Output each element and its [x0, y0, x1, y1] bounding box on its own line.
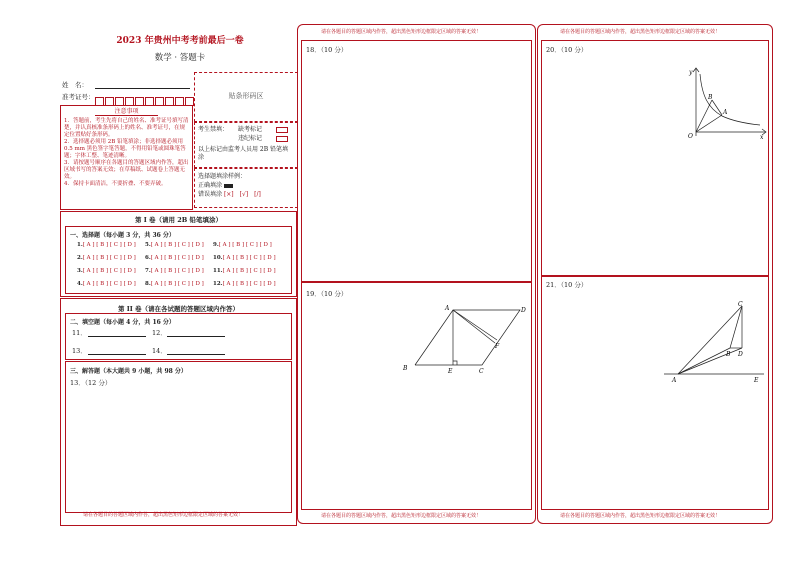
- fig21-C: C: [738, 301, 743, 308]
- exam-marks-box: [194, 122, 298, 168]
- notice-box: [60, 105, 193, 210]
- id-label: 准考证号：: [62, 93, 95, 101]
- warning-col3-top: 请在各题目的答题区域内作答，超出黑色矩形边框限定区域的答案无效！: [560, 29, 721, 35]
- q20-label: 20．（10 分）: [546, 46, 588, 54]
- choice-number: 9.: [213, 242, 219, 248]
- choice-number: 1.: [77, 242, 83, 248]
- choice-q2[interactable]: [77, 255, 136, 261]
- choice-options[interactable]: [ A ] [ B ] [ C ] [ D ]: [150, 255, 204, 261]
- choice-q5[interactable]: [145, 242, 204, 248]
- choice-number: 2.: [77, 255, 83, 261]
- choice-q7[interactable]: [145, 268, 204, 274]
- choice-number: 6.: [145, 255, 151, 261]
- choice-number: 10.: [213, 255, 223, 261]
- violation-box[interactable]: [276, 136, 288, 142]
- q21-label: 21．（10 分）: [546, 281, 588, 289]
- choice-number: 7.: [145, 268, 151, 274]
- part1-section: 一、选择题（每小题 3 分，共 36 分）: [70, 232, 175, 239]
- choice-options[interactable]: [ A ] [ B ] [ C ] [ D ]: [82, 255, 136, 261]
- absent-label: 缺考标记: [238, 126, 263, 133]
- exam-marks-label: 考生禁填：: [198, 126, 229, 133]
- solve-section-box: [65, 361, 292, 513]
- figure-20: [680, 66, 770, 141]
- absent-box[interactable]: [276, 127, 288, 133]
- fill-example-box: [194, 168, 298, 208]
- warning-col2-top: 请在各题目的答题区域内作答，超出黑色矩形边框限定区域的答案无效！: [321, 29, 482, 35]
- fill-line-13[interactable]: [88, 354, 146, 355]
- choice-q4[interactable]: [77, 281, 136, 287]
- q19-label: 19．（10 分）: [306, 290, 348, 298]
- fill-item-14: 14．: [152, 347, 167, 355]
- notice-item-3: 3．请按题号顺序在各题目的答题区域内作答，超出区域书写的答案无效；在草稿纸、试题卷上答题无效。: [64, 160, 189, 180]
- fig19-E: E: [448, 368, 453, 375]
- fill-item-12: 12．: [152, 329, 167, 337]
- fill-section-box: [65, 313, 292, 360]
- choice-number: 4.: [77, 281, 83, 287]
- fig20-B: B: [708, 94, 713, 101]
- choice-options[interactable]: [ A ] [ B ] [ C ] [ D ]: [218, 242, 272, 248]
- q13-label: 13．（12 分）: [70, 379, 112, 387]
- notice-item-4: 4．保持卡面清洁，不要折叠、不要弄破。: [64, 181, 167, 187]
- choice-options[interactable]: [ A ] [ B ] [ C ] [ D ]: [222, 255, 276, 261]
- fig20-x: x: [760, 134, 764, 141]
- exam-marks-note: 以上标记由监考人员用 2B 铅笔填涂: [198, 146, 289, 161]
- fill-item-13: 13．: [72, 347, 87, 355]
- choice-options[interactable]: [ A ] [ B ] [ C ] [ D ]: [150, 268, 204, 274]
- notice-title: 注意事项: [95, 106, 158, 116]
- exam-title: 2023 年贵州中考考前最后一卷: [116, 36, 244, 46]
- correct-fill-mark: [224, 184, 233, 188]
- fig20-O: O: [688, 133, 693, 140]
- solve-section-title: 三、解答题（本大题共 9 小题，共 98 分）: [70, 368, 187, 375]
- choice-options[interactable]: [ A ] [ B ] [ C ] [ D ]: [222, 281, 276, 287]
- fill-example-title: 选择题填涂样例：: [198, 173, 247, 180]
- fig21-E: E: [754, 377, 759, 384]
- choice-options[interactable]: [ A ] [ B ] [ C ] [ D ]: [150, 281, 204, 287]
- fig19-C: C: [479, 368, 484, 375]
- card-subtitle: 数学 · 答题卡: [154, 53, 206, 63]
- choice-options[interactable]: [ A ] [ B ] [ C ] [ D ]: [82, 242, 136, 248]
- figure-21: [660, 296, 770, 386]
- fig20-A: A: [723, 109, 728, 116]
- fig19-F: F: [495, 343, 500, 350]
- choice-q3[interactable]: [77, 268, 136, 274]
- choice-options[interactable]: [ A ] [ B ] [ C ] [ D ]: [222, 268, 276, 274]
- violation-label: 违纪标记: [238, 135, 263, 142]
- notice-item-2: 2．选择题必须用 2B 铅笔填涂；非选择题必须用 0.5 mm 黑色签字笔答题，不得用铅笔或圆珠笔答题；字体工整、笔迹清晰。: [64, 139, 186, 159]
- name-label: 姓 名：: [62, 81, 88, 89]
- fill-line-11[interactable]: [88, 336, 146, 337]
- fill-section-title: 二、填空题（每小题 4 分，共 16 分）: [70, 319, 175, 326]
- wrong-fill-label: 错误填涂: [198, 191, 223, 198]
- fig21-B: B: [726, 351, 731, 358]
- barcode-area: [194, 72, 298, 122]
- choice-number: 8.: [145, 281, 151, 287]
- choice-q6[interactable]: [145, 255, 204, 261]
- part1-title: 第 I 卷（请用 2B 铅笔填涂）: [134, 216, 223, 224]
- choice-q10[interactable]: [213, 255, 276, 261]
- warning-col2-bottom: 请在各题目的答题区域内作答，超出黑色矩形边框限定区域的答案无效！: [321, 513, 482, 519]
- choice-q1[interactable]: [77, 242, 136, 248]
- choice-q12[interactable]: [213, 281, 276, 287]
- choice-number: 3.: [77, 268, 83, 274]
- fig21-A: A: [672, 377, 677, 384]
- choice-q9[interactable]: [213, 242, 272, 248]
- fig19-B: B: [403, 365, 408, 372]
- figure-19: [395, 300, 535, 380]
- part2-title: 第 II 卷（请在各试题的答题区域内作答）: [117, 305, 240, 313]
- choice-options[interactable]: [ A ] [ B ] [ C ] [ D ]: [150, 242, 204, 248]
- fill-item-11: 11．: [72, 329, 87, 337]
- q18-label: 18．（10 分）: [306, 46, 348, 54]
- wrong-fill-marks: [×] [√] [/]: [223, 191, 261, 198]
- warning-col1: 请在各题目的答题区域内作答，超出黑色矩形边框限定区域的答案无效！: [83, 512, 244, 518]
- fig19-A: A: [445, 305, 450, 312]
- notice-item-1: 1．答题前，考生先将自己的姓名、准考证号填写清楚，并认真核准条形码上的姓名、准考证号，在规定位置贴好条形码。: [64, 118, 189, 138]
- choice-q8[interactable]: [145, 281, 204, 287]
- warning-col3-bottom: 请在各题目的答题区域内作答，超出黑色矩形边框限定区域的答案无效！: [560, 513, 721, 519]
- choice-number: 5.: [145, 242, 151, 248]
- choice-options[interactable]: [ A ] [ B ] [ C ] [ D ]: [82, 268, 136, 274]
- fill-line-12[interactable]: [167, 336, 225, 337]
- fig20-y: y: [689, 69, 693, 76]
- q18-box: [301, 40, 532, 282]
- fig19-D: D: [521, 307, 526, 314]
- fig21-D: D: [738, 351, 743, 358]
- name-field[interactable]: [95, 88, 190, 89]
- choice-number: 12.: [213, 281, 223, 287]
- correct-fill-label: 正确填涂: [198, 182, 223, 189]
- fill-line-14[interactable]: [167, 354, 225, 355]
- choice-number: 11.: [213, 268, 223, 274]
- part2-box: [60, 298, 297, 526]
- choice-options[interactable]: [ A ] [ B ] [ C ] [ D ]: [82, 281, 136, 287]
- barcode-label: 贴条形码区: [228, 92, 264, 100]
- choice-q11[interactable]: [213, 268, 276, 274]
